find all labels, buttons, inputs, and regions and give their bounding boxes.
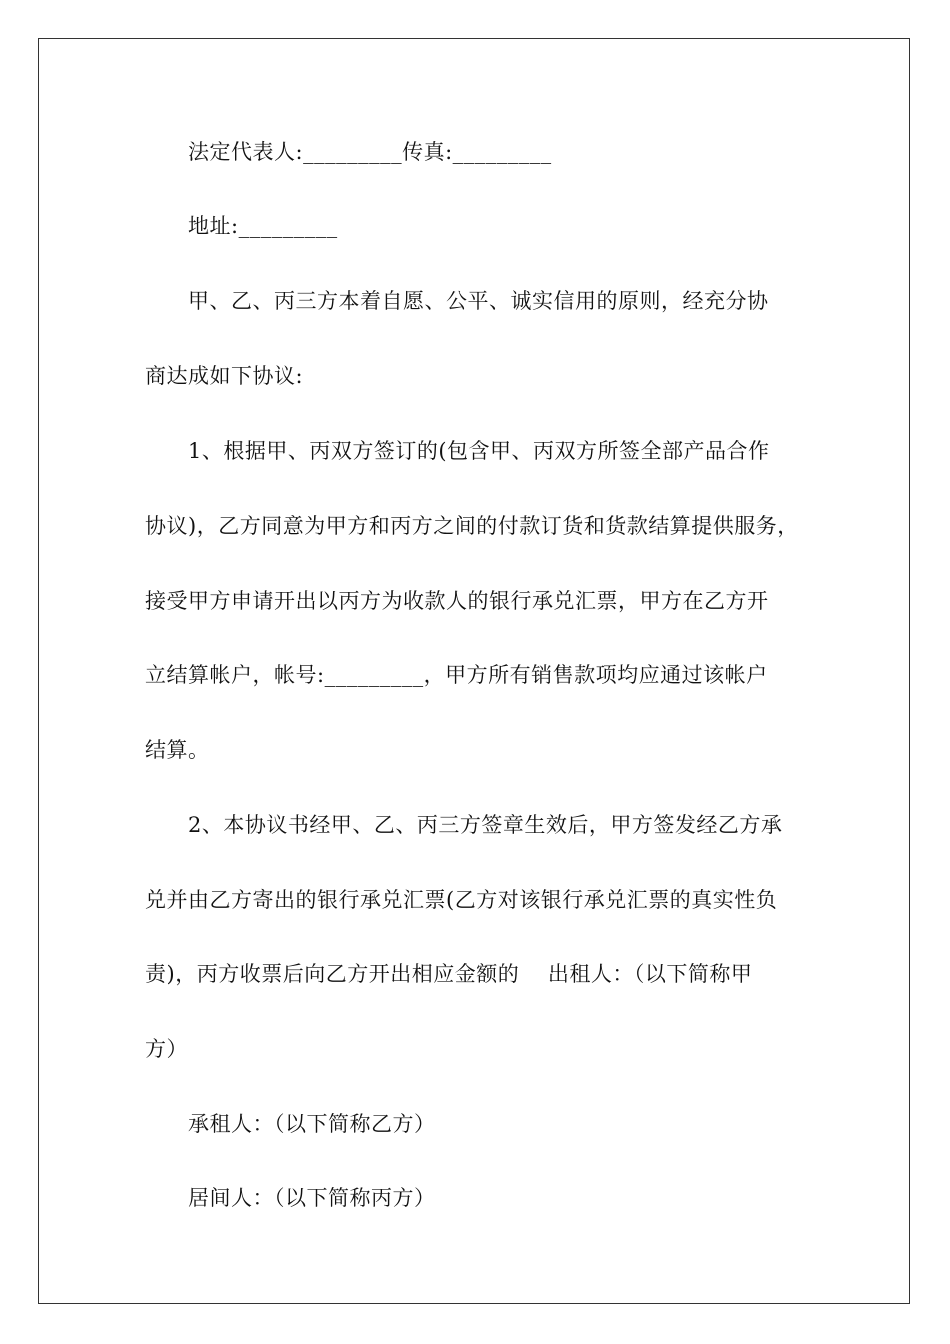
clause-1-line-5: 结算。 [145, 738, 210, 762]
intermediary-line: 居间人：（以下简称丙方） [188, 1186, 436, 1210]
lessee-line: 承租人：（以下简称乙方） [188, 1112, 436, 1136]
clause-1-line-2: 协议)，乙方同意为甲方和丙方之间的付款订货和货款结算提供服务， [145, 514, 799, 538]
clause-1-line-1: 1、根据甲、丙双方签订的(包含甲、丙双方所签全部产品合作 [188, 439, 770, 463]
paragraph-intro-line-1: 甲、乙、丙三方本着自愿、公平、诚实信用的原则，经充分协 [188, 289, 769, 313]
clause-2-line-4: 方） [145, 1037, 188, 1061]
paragraph-intro-line-2: 商达成如下协议: [145, 364, 304, 388]
clause-1-line-4: 立结算帐户，帐号:_________，甲方所有销售款项均应通过该帐户 [145, 663, 768, 687]
clause-2-line-3: 责)，丙方收票后向乙方开出相应金额的 出租人：（以下简称甲 [145, 962, 753, 986]
address-line: 地址:_________ [188, 214, 338, 238]
clause-2-line-2: 兑并由乙方寄出的银行承兑汇票(乙方对该银行承兑汇票的真实性负 [145, 888, 778, 912]
clause-1-line-3: 接受甲方申请开出以丙方为收款人的银行承兑汇票，甲方在乙方开 [145, 589, 769, 613]
clause-2-line-1: 2、本协议书经甲、乙、丙三方签章生效后，甲方签发经乙方承 [188, 813, 783, 837]
legal-representative-fax-line: 法定代表人:_________传真:_________ [188, 140, 552, 164]
